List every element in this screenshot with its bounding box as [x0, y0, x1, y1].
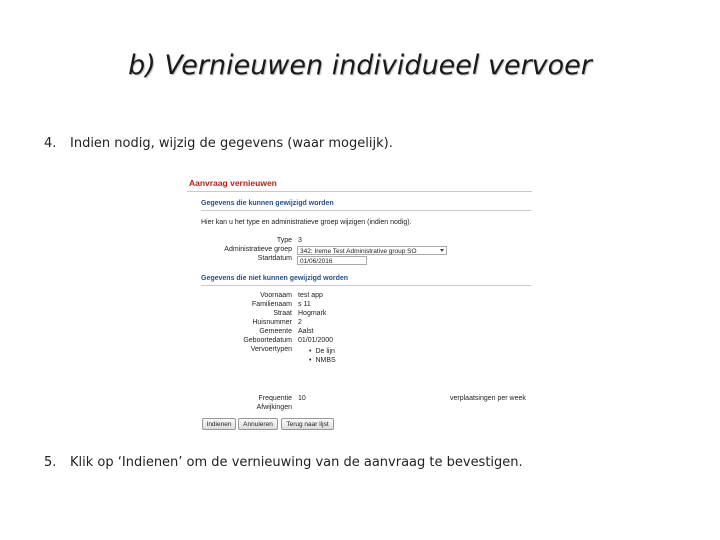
form-screenshot [182, 170, 542, 435]
group-select[interactable] [297, 246, 447, 255]
step-4 [44, 136, 393, 151]
start-date-input[interactable] [297, 256, 367, 265]
deviations-label: Afwijkingen [256, 404, 292, 411]
cancel-button[interactable]: Annuleren [238, 418, 278, 430]
start-date-label: Startdatum [257, 255, 292, 262]
editable-section-intro: Hier kan u het type en administratieve groep wijzigen (indien nodig). [201, 219, 412, 226]
birth-date-value: 01/01/2000 [298, 337, 334, 344]
street-value: Hogmark [298, 310, 327, 317]
transport-type-item: • NMBS [309, 357, 336, 364]
house-number-label: Huisnummer [252, 319, 292, 326]
frequency-label: Frequentie [258, 395, 292, 402]
house-number-value: 2 [298, 319, 302, 326]
start-date-value: 01/06/2016 [300, 258, 333, 265]
slide-title: b) Vernieuwen individueel vervoer [128, 50, 592, 81]
group-label: Administratieve groep [224, 246, 292, 253]
first-name-value: test app [298, 292, 323, 299]
street-label: Straat [273, 310, 292, 317]
back-to-list-button[interactable]: Terug naar lijst [281, 418, 334, 430]
frequency-unit: verplaatsingen per week [450, 395, 526, 402]
last-name-value: s 11 [298, 301, 311, 308]
municipality-value: Aalst [298, 328, 314, 335]
step-5 [44, 455, 523, 470]
readonly-section-heading: Gegevens die niet kunnen gewijzigd worden [201, 275, 349, 282]
type-value: 3 [298, 237, 302, 244]
step-5-number: 5. [44, 455, 57, 470]
step-4-number: 4. [44, 136, 57, 151]
divider [201, 285, 531, 286]
transport-types-label: Vervoertypen [250, 346, 292, 353]
municipality-label: Gemeente [259, 328, 292, 335]
form-heading: Aanvraag vernieuwen [189, 178, 277, 188]
first-name-label: Voornaam [260, 292, 292, 299]
last-name-label: Familienaam [251, 301, 292, 308]
chevron-down-icon [440, 249, 444, 252]
type-label: Type [276, 237, 292, 244]
step-5-text: Klik op ‘Indienen’ om de vernieuwing van de aanvraag te bevestigen. [70, 455, 523, 470]
transport-type-item: • De lijn [309, 348, 335, 355]
birth-date-label: Geboortedatum [243, 337, 292, 344]
divider [201, 210, 531, 211]
group-select-value: 342: Ireme Test Administrative group SO [300, 248, 417, 255]
divider [187, 191, 532, 192]
submit-button[interactable]: Indienen [202, 418, 236, 430]
frequency-value: 10 [298, 395, 306, 402]
editable-section-heading: Gegevens die kunnen gewijzigd worden [201, 200, 334, 207]
step-4-text: Indien nodig, wijzig de gegevens (waar mogelijk). [70, 136, 393, 151]
